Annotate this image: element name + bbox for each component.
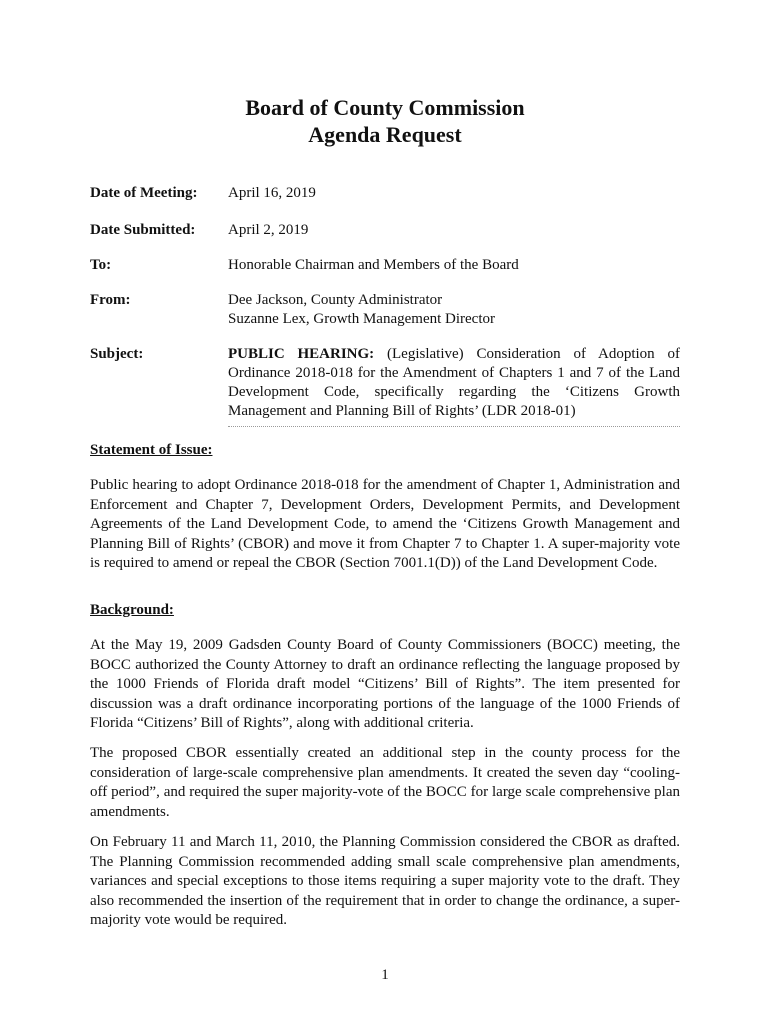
- to-label: To:: [90, 257, 112, 273]
- to-value: Honorable Chairman and Members of the Board: [228, 257, 519, 273]
- date-of-meeting-value: April 16, 2019: [228, 185, 316, 201]
- background-paragraph-1: At the May 19, 2009 Gadsden County Board of County Commissioners (BOCC) meeting, the BOCC authorized the County Attorney to draft an ordinance reflecting the language proposed by the 1000 Friends of Florida draft model “Citizens’ Bill of Rights”. The item presented for discussion was a draft ordinance incorporating portions of the language of the 1000 Friends of Florida “Citizens’ Bill of Rights”, along with additional criteria.: [90, 637, 680, 731]
- from-line-administrator: Dee Jackson, County Administrator: [228, 292, 443, 308]
- background-paragraph-2: The proposed CBOR essentially created an additional step in the county process for the consideration of large-scale comprehensive plan amendments. It created the seven day “cooling-off period”, and required the super majority-vote of the BOCC for large scale comprehensive plan amendments.: [90, 745, 680, 820]
- date-of-meeting-label: Date of Meeting:: [90, 185, 198, 201]
- from-value: [228, 291, 680, 329]
- background-heading: Background:: [90, 602, 174, 618]
- subject-label: Subject:: [90, 346, 144, 362]
- subject-text: (Legislative) Consideration of Adoption of Ordinance 2018-018 for the Amendment of Chapters 1 and 7 of the Land Development Code, specifically regarding the ‘Citizens Growth Management and Planning Bill of Rights’ (LDR 2018-01): [228, 346, 680, 419]
- page-number: 1: [381, 967, 389, 983]
- from-line-director: Suzanne Lex, Growth Management Director: [228, 311, 495, 327]
- subject-value: [228, 345, 680, 421]
- background-paragraph-3: On February 11 and March 11, 2010, the Planning Commission considered the CBOR as drafted. The Planning Commission recommended adding small scale comprehensive plan amendments, variances and special exceptions to those items requiring a super majority vote to the draft. They also recommended the insertion of the requirement that in order to change the ordinance, a super-majority vote would be required.: [90, 834, 680, 928]
- document-title: Board of County Commission: [245, 95, 525, 120]
- statement-of-issue-heading: Statement of Issue:: [90, 442, 213, 458]
- subject-lead: PUBLIC HEARING:: [228, 346, 375, 362]
- subject-divider: [228, 426, 680, 427]
- statement-of-issue-paragraph: Public hearing to adopt Ordinance 2018-018 for the amendment of Chapter 1, Administration and Enforcement and Chapter 7, Development Orders, Development Permits, and Development Agreements of the Land Development Code, to amend the ‘Citizens Growth Management and Planning Bill of Rights’ (CBOR) and move it from Chapter 7 to Chapter 1. A super-majority vote is required to amend or repeal the CBOR (Section 7001.1(D)) of the Land Development Code.: [90, 477, 680, 571]
- date-submitted-label: Date Submitted:: [90, 222, 196, 238]
- date-submitted-value: April 2, 2019: [228, 222, 309, 238]
- from-label: From:: [90, 292, 131, 308]
- document-subtitle: Agenda Request: [308, 122, 462, 147]
